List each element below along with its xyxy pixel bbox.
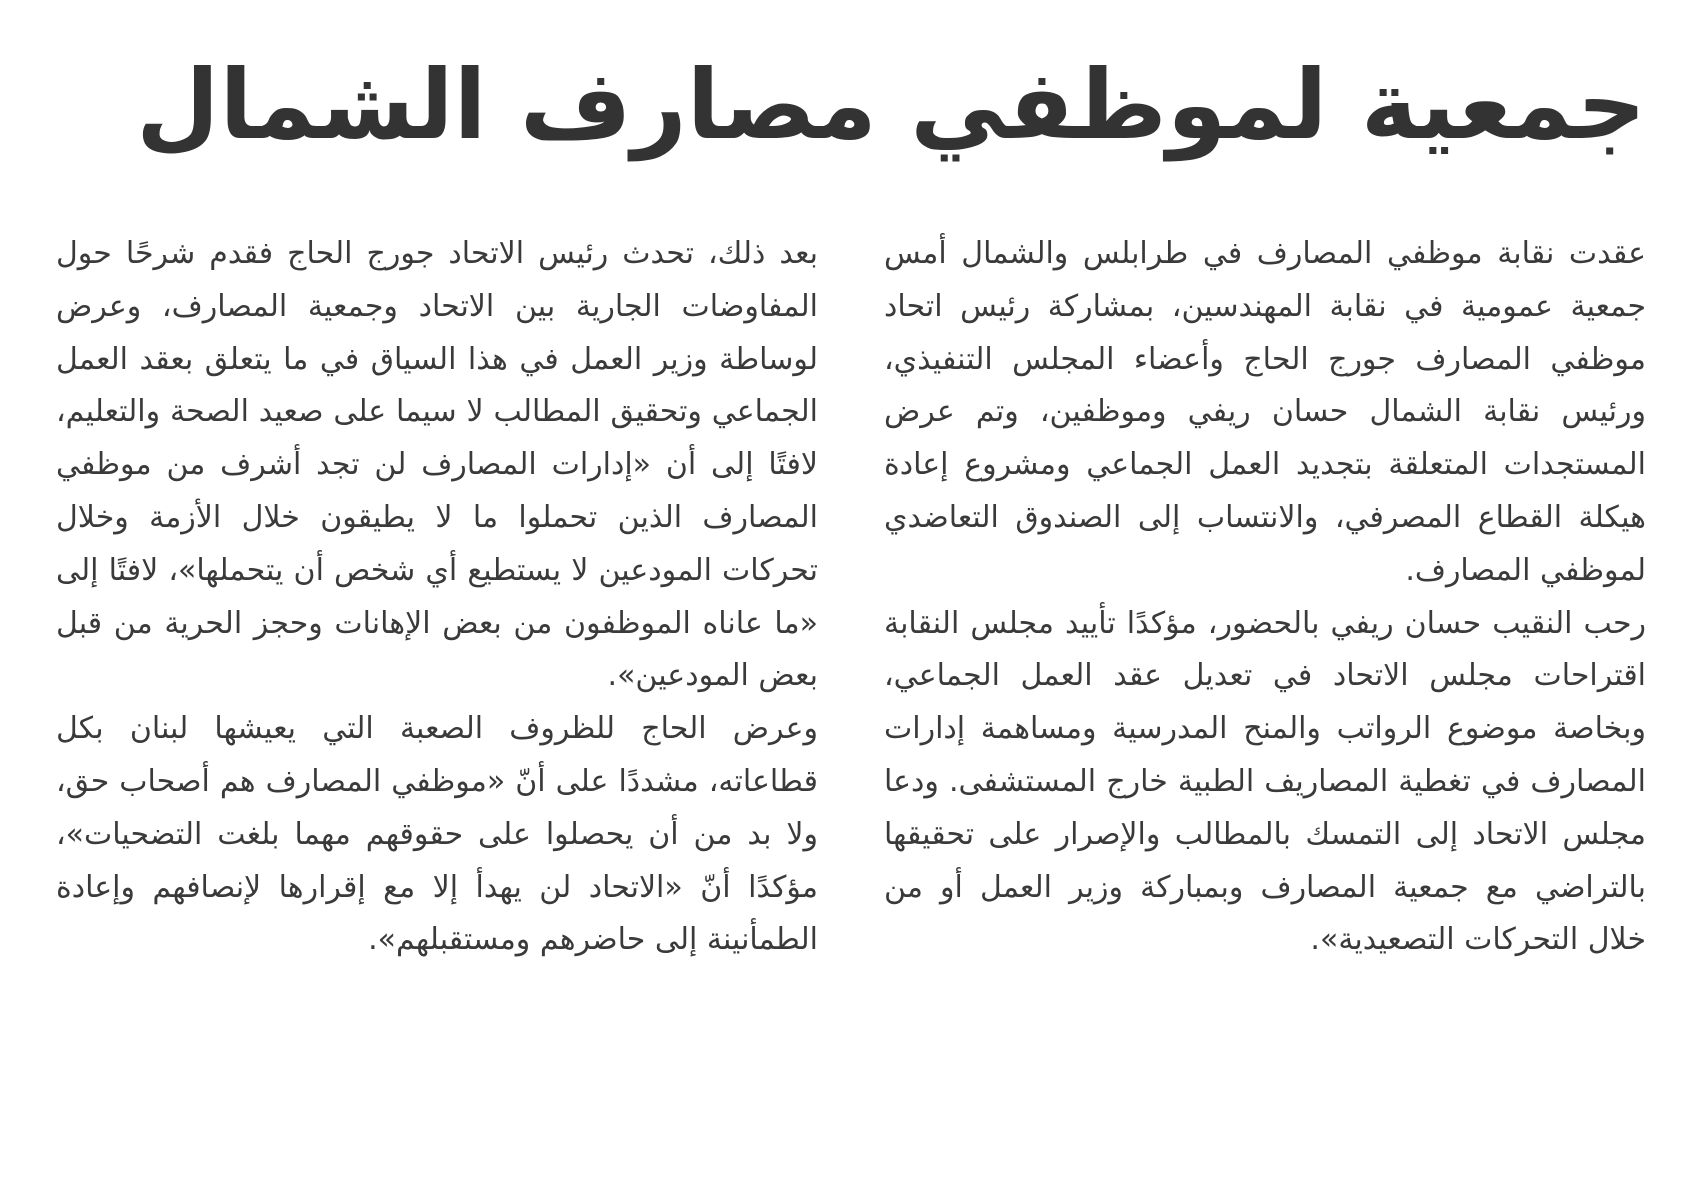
article-paragraph: رحب النقيب حسان ريفي بالحضور، مؤكدًا تأييد مجلس النقابة اقتراحات مجلس الاتحاد في تعديل عقد العمل الجماعي، وبخاصة موضوع الرواتب والمنح المدرسية ومساهمة إدارات المصارف في تغطية المصاريف الطبية خارج المستشفى. ودعا مجلس الاتحاد إلى التمسك بالمطالب والإصرار على تحقيقها بالتراضي مع جمعية المصارف وبمباركة وزير العمل أو من خلال التحركات التصعيدية». <box>884 605 1646 958</box>
article-column-right <box>884 228 1646 967</box>
article-headline: جمعية لموظفي مصارف الشمال <box>136 49 1646 161</box>
article-paragraph: عقدت نقابة موظفي المصارف في طرابلس والشمال أمس جمعية عمومية في نقابة المهندسين، بمشاركة رئيس اتحاد موظفي المصارف جورج الحاج وأعضاء المجلس التنفيذي، ورئيس نقابة الشمال حسان ريفي وموظفين، وتم عرض المستجدات المتعلقة بتجديد العمل الجماعي ومشروع إعادة هيكلة القطاع المصرفي، والانتساب إلى الصندوق التعاضدي لموظفي المصارف. <box>884 236 1646 588</box>
article-column-left <box>56 228 818 967</box>
article-paragraph: وعرض الحاج للظروف الصعبة التي يعيشها لبنان بكل قطاعاته، مشددًا على أنّ «موظفي المصارف هم أصحاب حق، ولا بد من أن يحصلوا على حقوقهم مهما بلغت التضحيات»، مؤكدًا أنّ «الاتحاد لن يهدأ إلا مع إقرارها لإنصافهم وإعادة الطمأنينة إلى حاضرهم ومستقبلهم». <box>56 711 818 958</box>
article-paragraph: بعد ذلك، تحدث رئيس الاتحاد جورج الحاج فقدم شرحًا حول المفاوضات الجارية بين الاتحاد وجمعية المصارف، وعرض لوساطة وزير العمل في هذا السياق في ما يتعلق بعقد العمل الجماعي وتحقيق المطالب لا سيما على صعيد الصحة والتعليم، لافتًا إلى أن «إدارات المصارف لن تجد أشرف من موظفي المصارف الذين تحملوا ما لا يطيقون خلال الأزمة وخلال تحركات المودعين لا يستطيع أي شخص أن يتحملها»، لافتًا إلى «ما عاناه الموظفون من بعض الإهانات وحجز الحرية من قبل بعض المودعين». <box>56 236 818 694</box>
